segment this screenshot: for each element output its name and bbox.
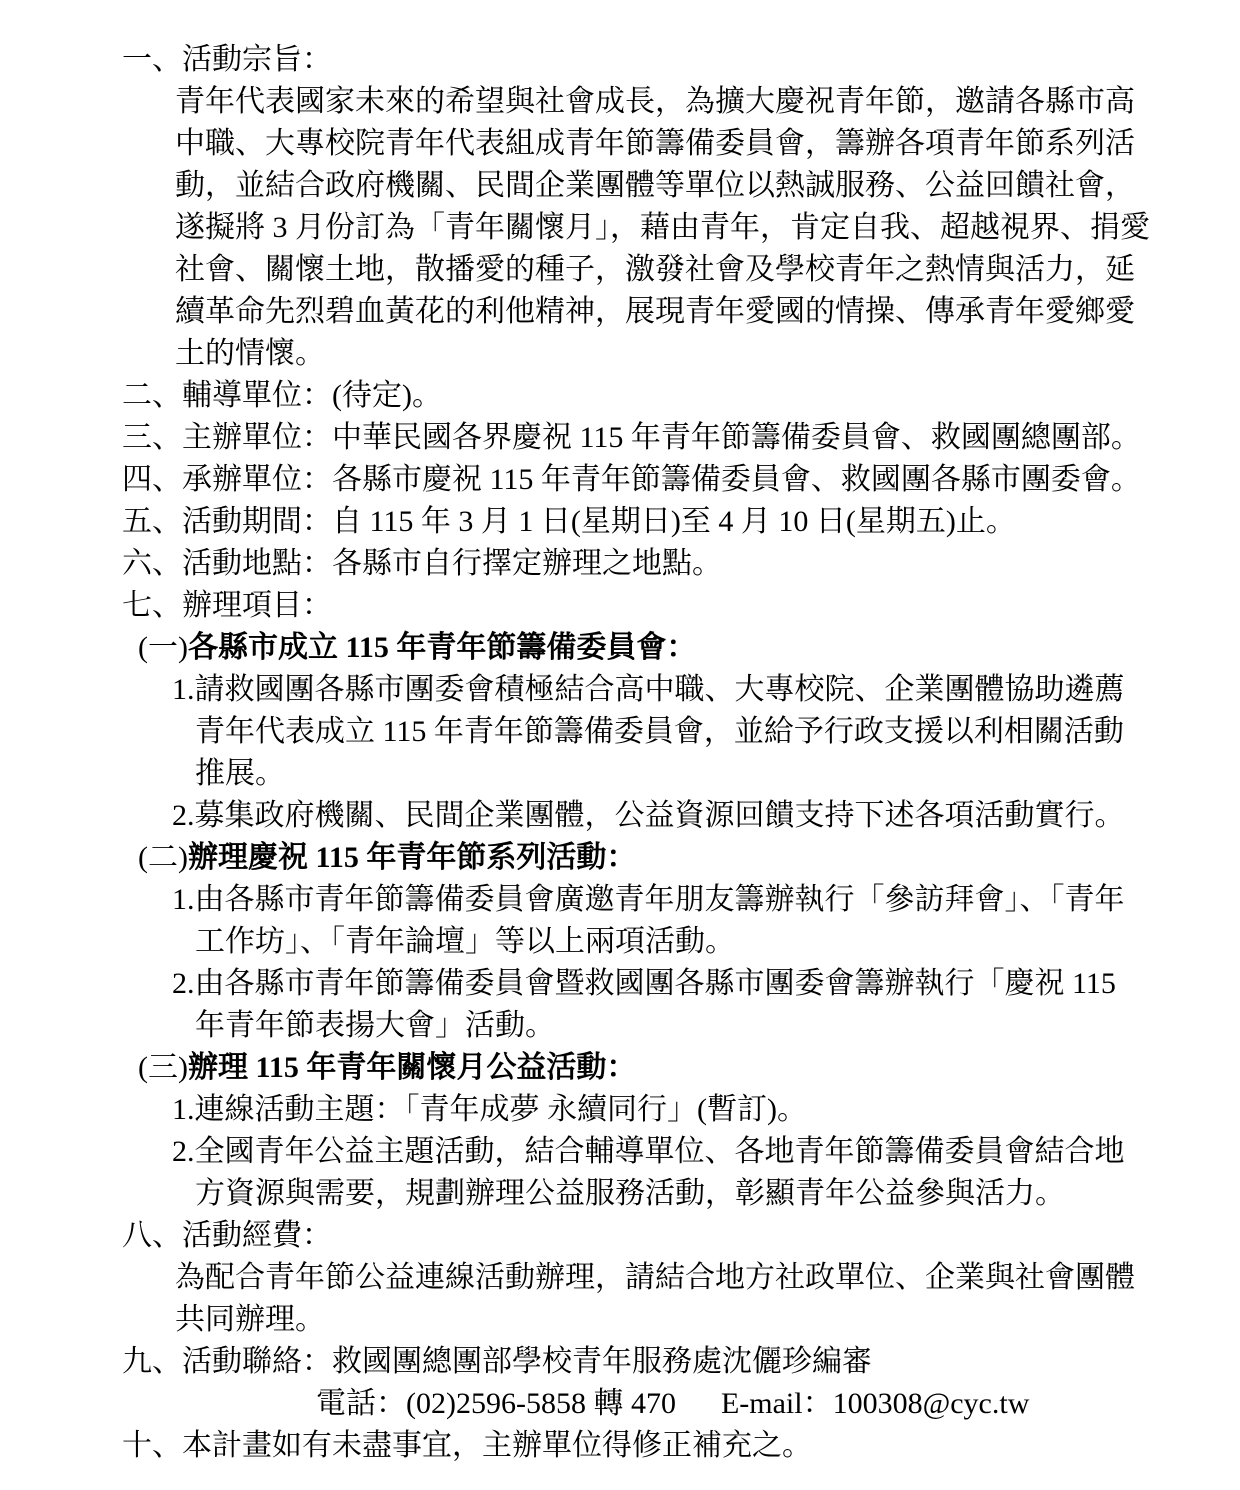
- item-1-paragraph-line: 續革命先烈碧血黃花的利他精神，展現青年愛國的情操、傳承青年愛鄉愛: [175, 295, 1135, 328]
- item-8-paragraph-line: 為配合青年節公益連線活動辦理，請結合地方社政單位、企業與社會團體: [175, 1261, 1135, 1294]
- item-1-heading: 一、活動宗旨：: [122, 43, 332, 76]
- contact-phone-email: 電話：(02)2596-5858 轉 470 E-mail：100308@cyc.tw: [316, 1387, 1030, 1420]
- section-2-title: 辦理慶祝 115 年青年節系列活動：: [187, 841, 637, 874]
- section-3-item-line: 2.全國青年公益主題活動，結合輔導單位、各地青年節籌備委員會結合地: [172, 1135, 1125, 1168]
- section-2-item-line: 2.由各縣市青年節籌備委員會暨救國團各縣市團委會籌辦執行「慶祝 115: [172, 967, 1116, 1000]
- section-1-item-line: 青年代表成立 115 年青年節籌備委員會，並給予行政支援以利相關活動: [195, 715, 1124, 748]
- item-1-paragraph-line: 青年代表國家未來的希望與社會成長，為擴大慶祝青年節，邀請各縣市高: [175, 85, 1135, 118]
- item-8-paragraph-line: 共同辦理。: [175, 1303, 325, 1336]
- section-3-number: (三): [138, 1051, 188, 1084]
- section-2-number: (二): [138, 841, 188, 874]
- item-4-co-organizer: 四、承辦單位：各縣市慶祝 115 年青年節籌備委員會、救國團各縣市團委會。: [122, 463, 1141, 496]
- item-10-closing: 十、本計畫如有未盡事宜，主辦單位得修正補充之。: [122, 1429, 812, 1462]
- section-1-number: (一): [138, 631, 188, 664]
- section-1-heading: [138, 627, 1240, 669]
- item-1-paragraph-line: 動，並結合政府機關、民間企業團體等單位以熱誠服務、公益回饋社會，: [175, 169, 1135, 202]
- section-3-item-line: 1.連線活動主題：「青年成夢 永續同行」(暫訂)。: [172, 1093, 807, 1126]
- item-1-paragraph-line: 土的情懷。: [175, 337, 325, 370]
- section-1-item-line: 1.請救國團各縣市團委會積極結合高中職、大專校院、企業團體協助遴薦: [172, 673, 1125, 706]
- section-1-title: 各縣市成立 115 年青年節籌備委員會：: [187, 631, 697, 664]
- section-3-item-line: 方資源與需要，規劃辦理公益服務活動，彰顯青年公益參與活力。: [195, 1177, 1065, 1210]
- section-2-item-line: 1.由各縣市青年節籌備委員會廣邀青年朋友籌辦執行「參訪拜會」、「青年: [172, 883, 1125, 916]
- section-3-heading: [138, 1047, 1240, 1089]
- item-2-advising-unit: 二、輔導單位：(待定)。: [122, 379, 442, 412]
- item-5-event-period: 五、活動期間：自 115 年 3 月 1 日(星期日)至 4 月 10 日(星期五)止。: [122, 505, 1016, 538]
- section-3-title: 辦理 115 年青年關懷月公益活動：: [187, 1051, 637, 1084]
- section-2-item-line: 年青年節表揚大會」活動。: [195, 1009, 555, 1042]
- section-1-item-line: 推展。: [195, 757, 285, 790]
- item-9-contact: 九、活動聯絡：救國團總團部學校青年服務處沈儷珍編審: [122, 1345, 872, 1378]
- item-6-event-location: 六、活動地點：各縣市自行擇定辦理之地點。: [122, 547, 722, 580]
- item-1-paragraph-line: 中職、大專校院青年代表組成青年節籌備委員會，籌辦各項青年節系列活: [175, 127, 1135, 160]
- section-1-item-line: 2.募集政府機關、民間企業團體，公益資源回饋支持下述各項活動實行。: [172, 799, 1125, 832]
- section-2-item-line: 工作坊」、「青年論壇」等以上兩項活動。: [195, 925, 735, 958]
- item-1-paragraph-line: 社會、關懷土地，散播愛的種子，激發社會及學校青年之熱情與活力，延: [175, 253, 1135, 286]
- item-1-paragraph-line: 遂擬將 3 月份訂為「青年關懷月」，藉由青年，肯定自我、超越視界、捐愛: [175, 211, 1150, 244]
- section-2-heading: [138, 837, 1240, 879]
- item-7-heading: 七、辦理項目：: [122, 589, 332, 622]
- item-3-organizer: 三、主辦單位：中華民國各界慶祝 115 年青年節籌備委員會、救國團總團部。: [122, 421, 1141, 454]
- item-8-heading: 八、活動經費：: [122, 1219, 332, 1252]
